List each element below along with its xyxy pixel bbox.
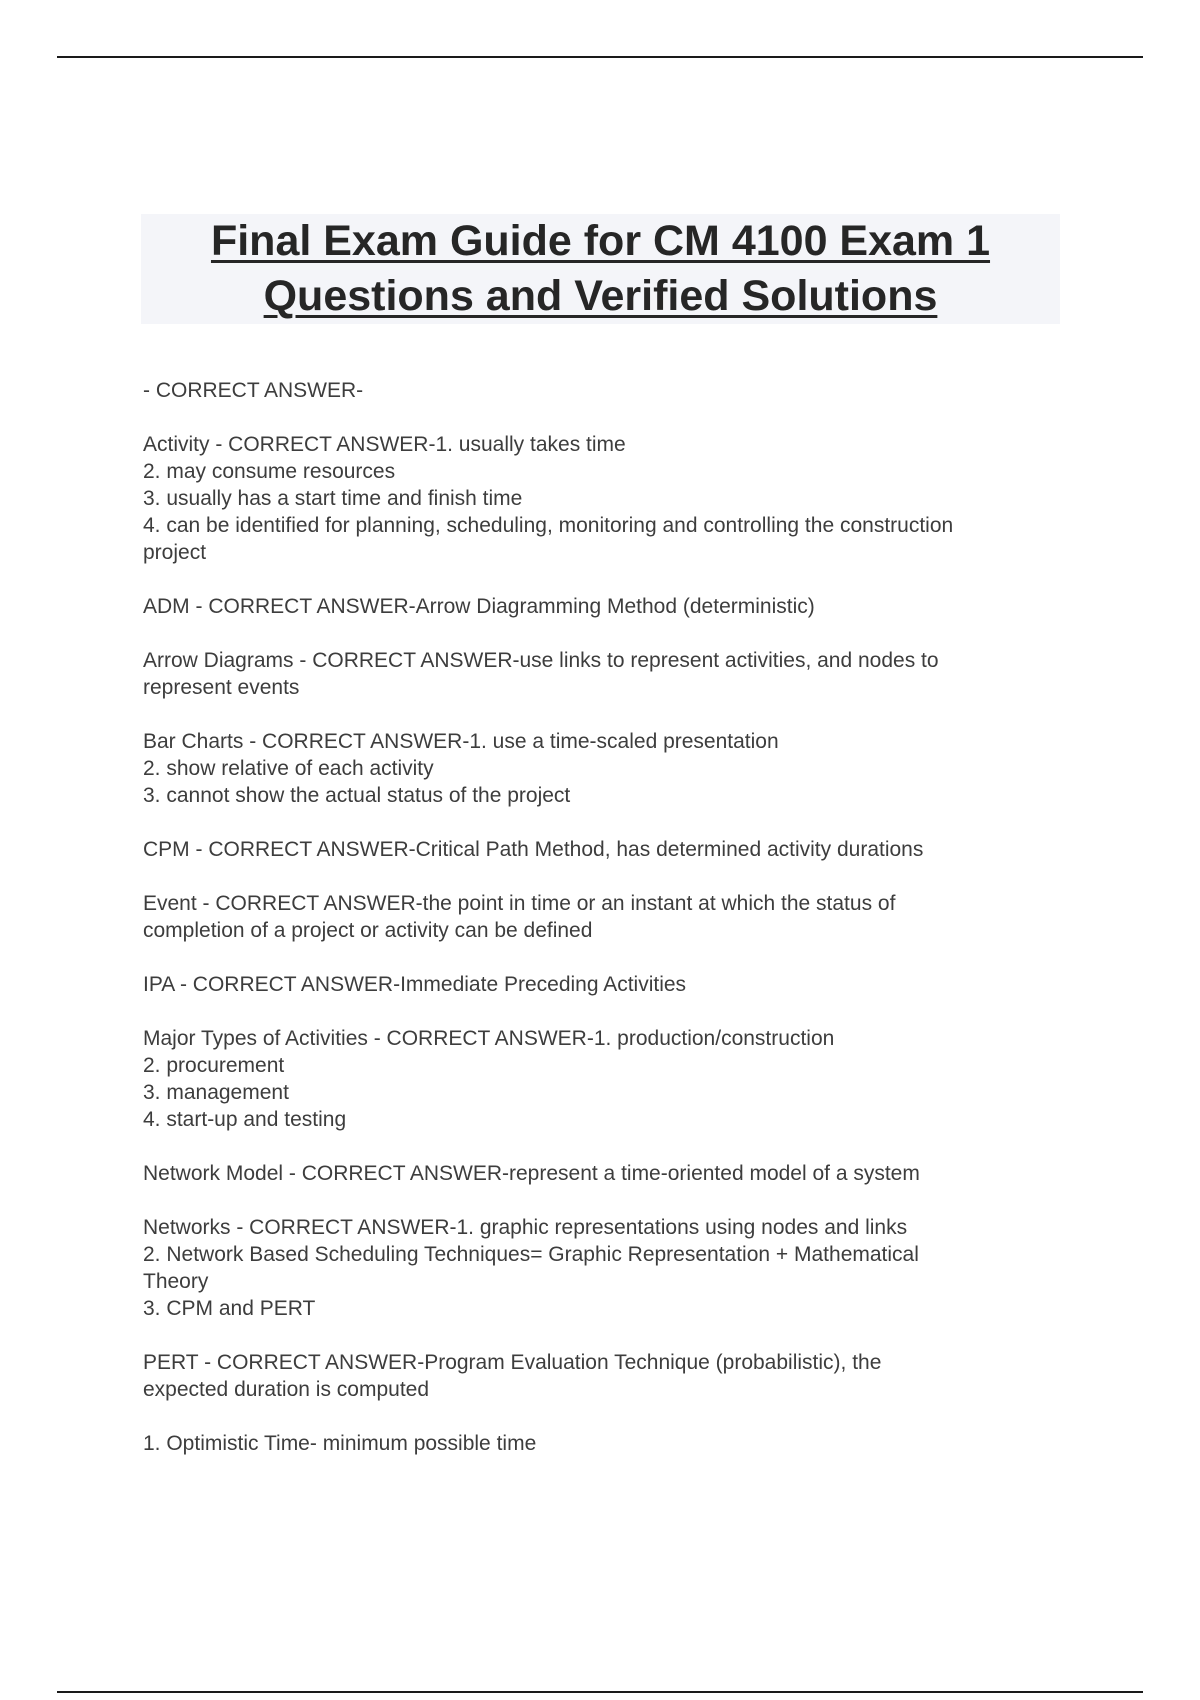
entry-line: 2. procurement <box>143 1054 285 1077</box>
qa-entry <box>143 1349 1073 1403</box>
entry-line: PERT - CORRECT ANSWER-Program Evaluation Technique (probabilistic), the <box>143 1351 882 1374</box>
entry-line: Bar Charts - CORRECT ANSWER-1. use a time-scaled presentation <box>143 730 779 753</box>
document-title <box>141 214 1060 324</box>
qa-entry <box>143 971 1073 998</box>
entry-line: Network Model - CORRECT ANSWER-represent a time-oriented model of a system <box>143 1162 920 1185</box>
entry-line: expected duration is computed <box>143 1378 430 1401</box>
qa-entry <box>143 836 1073 863</box>
entry-line: 4. can be identified for planning, scheduling, monitoring and controlling the construction <box>143 514 954 537</box>
entry-line: Networks - CORRECT ANSWER-1. graphic representations using nodes and links <box>143 1216 908 1239</box>
qa-entry <box>143 593 1073 620</box>
qa-entry <box>143 890 1073 944</box>
entry-line: Major Types of Activities - CORRECT ANSWER-1. production/construction <box>143 1027 835 1050</box>
entry-line: ADM - CORRECT ANSWER-Arrow Diagramming Method (deterministic) <box>143 595 815 618</box>
qa-entry <box>143 647 1073 701</box>
entry-line: 2. may consume resources <box>143 460 396 483</box>
bottom-divider <box>57 1691 1143 1693</box>
qa-entry <box>143 431 1073 566</box>
entry-line: completion of a project or activity can be defined <box>143 919 593 942</box>
entry-line: 3. cannot show the actual status of the project <box>143 784 571 807</box>
entry-line: represent events <box>143 676 300 699</box>
entry-line: 1. Optimistic Time- minimum possible time <box>143 1432 537 1455</box>
entry-line: 2. show relative of each activity <box>143 757 434 780</box>
qa-entry <box>143 1025 1073 1133</box>
qa-entry <box>143 1214 1073 1322</box>
entry-line: IPA - CORRECT ANSWER-Immediate Preceding Activities <box>143 973 687 996</box>
qa-entry <box>143 1430 1073 1457</box>
entry-line: 3. usually has a start time and finish time <box>143 487 523 510</box>
qa-entry <box>143 377 1073 404</box>
document-body <box>143 377 1073 1484</box>
entry-line: Theory <box>143 1270 209 1293</box>
entry-line: project <box>143 541 207 564</box>
entry-line: Activity - CORRECT ANSWER-1. usually takes time <box>143 433 626 456</box>
top-divider <box>57 56 1143 58</box>
entry-line: 3. CPM and PERT <box>143 1297 316 1320</box>
entry-line: 3. management <box>143 1081 289 1104</box>
qa-entry <box>143 1160 1073 1187</box>
entry-line: 2. Network Based Scheduling Techniques= Graphic Representation + Mathematical <box>143 1243 919 1266</box>
entry-line: - CORRECT ANSWER- <box>143 379 364 402</box>
title-line-2: Questions and Verified Solutions <box>263 272 938 320</box>
qa-entry <box>143 728 1073 809</box>
entry-line: 4. start-up and testing <box>143 1108 347 1131</box>
entry-line: CPM - CORRECT ANSWER-Critical Path Method, has determined activity durations <box>143 838 924 861</box>
title-line-1: Final Exam Guide for CM 4100 Exam 1 <box>210 217 991 265</box>
entry-line: Arrow Diagrams - CORRECT ANSWER-use links to represent activities, and nodes to <box>143 649 939 672</box>
entry-line: Event - CORRECT ANSWER-the point in time or an instant at which the status of <box>143 892 896 915</box>
